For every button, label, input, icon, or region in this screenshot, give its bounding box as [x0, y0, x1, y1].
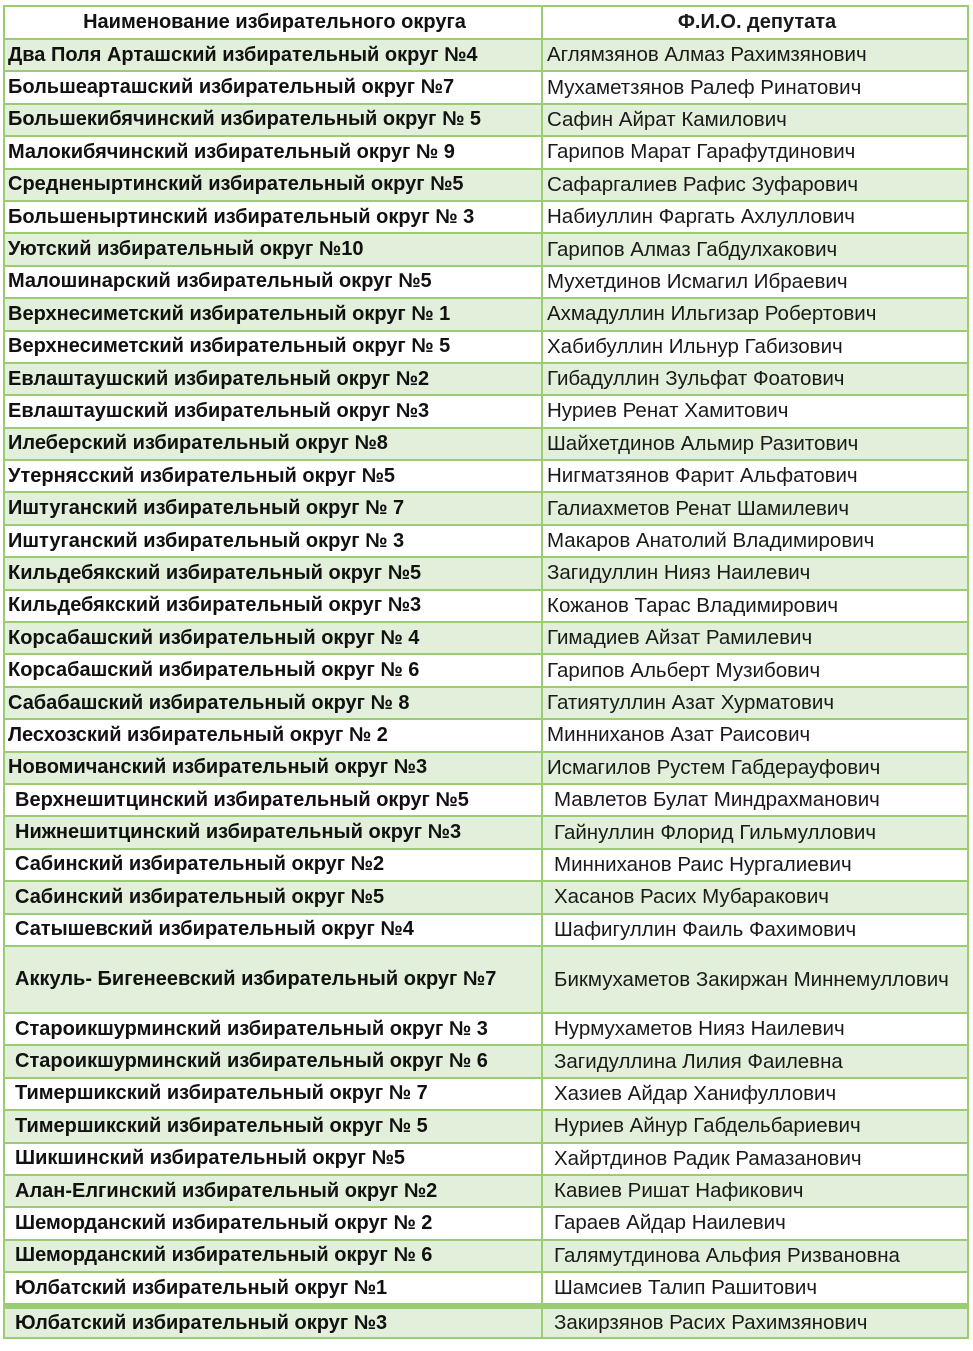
district-cell: Корсабашский избирательный округ № 6: [3, 655, 543, 685]
district-cell: Сабинский избирательный округ №2: [3, 850, 543, 880]
district-cell: Верхнесиметский избирательный округ № 5: [3, 332, 543, 362]
deputy-cell: Закирзянов Расих Рахимзянович: [543, 1309, 969, 1337]
district-cell: Шикшинский избирательный округ №5: [3, 1144, 543, 1174]
deputy-cell: Гатиятуллин Азат Хурматович: [543, 688, 969, 718]
table-row: [3, 1111, 969, 1143]
deputy-cell: Кожанов Тарас Владимирович: [543, 591, 969, 621]
table-row: [3, 558, 969, 590]
table-row: [3, 720, 969, 752]
table-row: [3, 137, 969, 169]
district-cell: Тимершикский избирательный округ № 5: [3, 1111, 543, 1141]
deputy-cell: Хасанов Расих Мубаракович: [543, 882, 969, 912]
deputy-cell: Набиуллин Фаргать Ахлуллович: [543, 202, 969, 232]
district-cell: Староикшурминский избирательный округ № 6: [3, 1046, 543, 1076]
district-cell: Малокибячинский избирательный округ № 9: [3, 137, 543, 167]
deputy-cell: Нуриев Ренат Хамитович: [543, 396, 969, 426]
district-cell: Шеморданский избирательный округ № 6: [3, 1241, 543, 1271]
district-cell: Аккуль- Бигенеевский избирательный округ №7: [3, 947, 543, 1012]
table-row: [3, 396, 969, 428]
table-row: [3, 461, 969, 493]
table-row: [3, 1079, 969, 1111]
table-row: [3, 655, 969, 687]
table-header: [3, 5, 969, 40]
table-row: [3, 591, 969, 623]
table-row: [3, 850, 969, 882]
district-cell: Верхнесиметский избирательный округ № 1: [3, 299, 543, 329]
deputy-cell: Аглямзянов Алмаз Рахимзянович: [543, 40, 969, 70]
district-cell: Уютский избирательный округ №10: [3, 234, 543, 264]
deputy-cell: Нигматзянов Фарит Альфатович: [543, 461, 969, 491]
table-row: [3, 623, 969, 655]
district-cell: Староикшурминский избирательный округ № 3: [3, 1014, 543, 1044]
deputy-cell: Шамсиев Талип Рашитович: [543, 1273, 969, 1303]
deputy-cell: Хайртдинов Радик Рамазанович: [543, 1144, 969, 1174]
deputy-cell: Ахмадуллин Ильгизар Робертович: [543, 299, 969, 329]
deputy-cell: Шайхетдинов Альмир Разитович: [543, 429, 969, 459]
district-cell: Кильдебякский избирательный округ №5: [3, 558, 543, 588]
district-cell: Юлбатский избирательный округ №1: [3, 1273, 543, 1303]
district-cell: Новомичанский избирательный округ №3: [3, 753, 543, 783]
deputy-cell: Минниханов Раис Нургалиевич: [543, 850, 969, 880]
district-cell: Корсабашский избирательный округ № 4: [3, 623, 543, 653]
district-cell: Алан-Елгинский избирательный округ №2: [3, 1176, 543, 1206]
deputy-cell: Нуриев Айнур Габдельбариевич: [543, 1111, 969, 1141]
table-row: [3, 947, 969, 1014]
district-cell: Кильдебякский избирательный округ №3: [3, 591, 543, 621]
table-row: [3, 1273, 969, 1305]
deputy-cell: Загидуллин Нияз Наилевич: [543, 558, 969, 588]
deputy-cell: Гарипов Альберт Музибович: [543, 655, 969, 685]
table-row: [3, 526, 969, 558]
deputy-cell: Галиахметов Ренат Шамилевич: [543, 493, 969, 523]
district-cell: Юлбатский избирательный округ №3: [3, 1309, 543, 1337]
table-row: [3, 364, 969, 396]
deputy-cell: Хабибуллин Ильнур Габизович: [543, 332, 969, 362]
district-cell: Верхнешитцинский избирательный округ №5: [3, 785, 543, 815]
deputies-table: [3, 5, 969, 1339]
table-row: [3, 267, 969, 299]
deputy-cell: Мухетдинов Исмагил Ибраевич: [543, 267, 969, 297]
district-cell: Утернясский избирательный округ №5: [3, 461, 543, 491]
deputy-cell: Загидуллина Лилия Фаилевна: [543, 1046, 969, 1076]
deputy-cell: Исмагилов Рустем Габдерауфович: [543, 753, 969, 783]
table-row: [3, 882, 969, 914]
deputy-cell: Макаров Анатолий Владимирович: [543, 526, 969, 556]
district-cell: Сабинский избирательный округ №5: [3, 882, 543, 912]
table-row: [3, 1046, 969, 1078]
deputy-cell: Бикмухаметов Закиржан Миннемуллович: [543, 947, 969, 1012]
deputy-cell: Гарипов Алмаз Габдулхакович: [543, 234, 969, 264]
column-header-deputy: Ф.И.О. депутата: [543, 7, 969, 38]
district-cell: Иштуганский избирательный округ № 7: [3, 493, 543, 523]
district-cell: Малошинарский избирательный округ №5: [3, 267, 543, 297]
table-row: [3, 1144, 969, 1176]
deputy-cell: Гайнуллин Флорид Гильмуллович: [543, 817, 969, 847]
district-cell: Тимершикский избирательный округ № 7: [3, 1079, 543, 1109]
district-cell: Средненыртинский избирательный округ №5: [3, 170, 543, 200]
district-cell: Шеморданский избирательный округ № 2: [3, 1208, 543, 1238]
deputy-cell: Гараев Айдар Наилевич: [543, 1208, 969, 1238]
district-cell: Нижнешитцинский избирательный округ №3: [3, 817, 543, 847]
table-row: [3, 170, 969, 202]
deputy-cell: Сафин Айрат Камилович: [543, 105, 969, 135]
district-cell: Евлаштаушский избирательный округ №2: [3, 364, 543, 394]
deputy-cell: Гимадиев Айзат Рамилевич: [543, 623, 969, 653]
deputy-cell: Минниханов Азат Раисович: [543, 720, 969, 750]
table-row: [3, 753, 969, 785]
table-row: [3, 40, 969, 72]
deputy-cell: Шафигуллин Фаиль Фахимович: [543, 915, 969, 945]
district-cell: Евлаштаушский избирательный округ №3: [3, 396, 543, 426]
table-row: [3, 817, 969, 849]
table-row: [3, 1176, 969, 1208]
table-row: [3, 1305, 969, 1339]
table-row: [3, 429, 969, 461]
table-row: [3, 688, 969, 720]
table-row: [3, 202, 969, 234]
district-cell: Илеберский избирательный округ №8: [3, 429, 543, 459]
table-row: [3, 332, 969, 364]
column-header-district: Наименование избирательного округа: [3, 7, 543, 38]
table-row: [3, 1241, 969, 1273]
table-row: [3, 785, 969, 817]
table-row: [3, 1208, 969, 1240]
deputy-cell: Гибадуллин Зульфат Фоатович: [543, 364, 969, 394]
table-row: [3, 299, 969, 331]
district-cell: Сатышевский избирательный округ №4: [3, 915, 543, 945]
deputy-cell: Хазиев Айдар Ханифуллович: [543, 1079, 969, 1109]
district-cell: Лесхозский избирательный округ № 2: [3, 720, 543, 750]
table-row: [3, 1014, 969, 1046]
deputy-cell: Мавлетов Булат Миндрахманович: [543, 785, 969, 815]
district-cell: Иштуганский избирательный округ № 3: [3, 526, 543, 556]
deputy-cell: Гарипов Марат Гарафутдинович: [543, 137, 969, 167]
table-row: [3, 234, 969, 266]
table-row: [3, 493, 969, 525]
district-cell: Большеныртинский избирательный округ № 3: [3, 202, 543, 232]
deputy-cell: Галямутдинова Альфия Ризвановна: [543, 1241, 969, 1271]
district-cell: Большекибячинский избирательный округ № 5: [3, 105, 543, 135]
deputy-cell: Кавиев Ришат Нафикович: [543, 1176, 969, 1206]
district-cell: Сабабашский избирательный округ № 8: [3, 688, 543, 718]
district-cell: Два Поля Арташский избирательный округ №4: [3, 40, 543, 70]
deputy-cell: Сафаргалиев Рафис Зуфарович: [543, 170, 969, 200]
deputy-cell: Нурмухаметов Нияз Наилевич: [543, 1014, 969, 1044]
deputy-cell: Мухаметзянов Ралеф Ринатович: [543, 72, 969, 102]
table-row: [3, 105, 969, 137]
district-cell: Большеарташский избирательный округ №7: [3, 72, 543, 102]
table-row: [3, 915, 969, 947]
table-row: [3, 72, 969, 104]
